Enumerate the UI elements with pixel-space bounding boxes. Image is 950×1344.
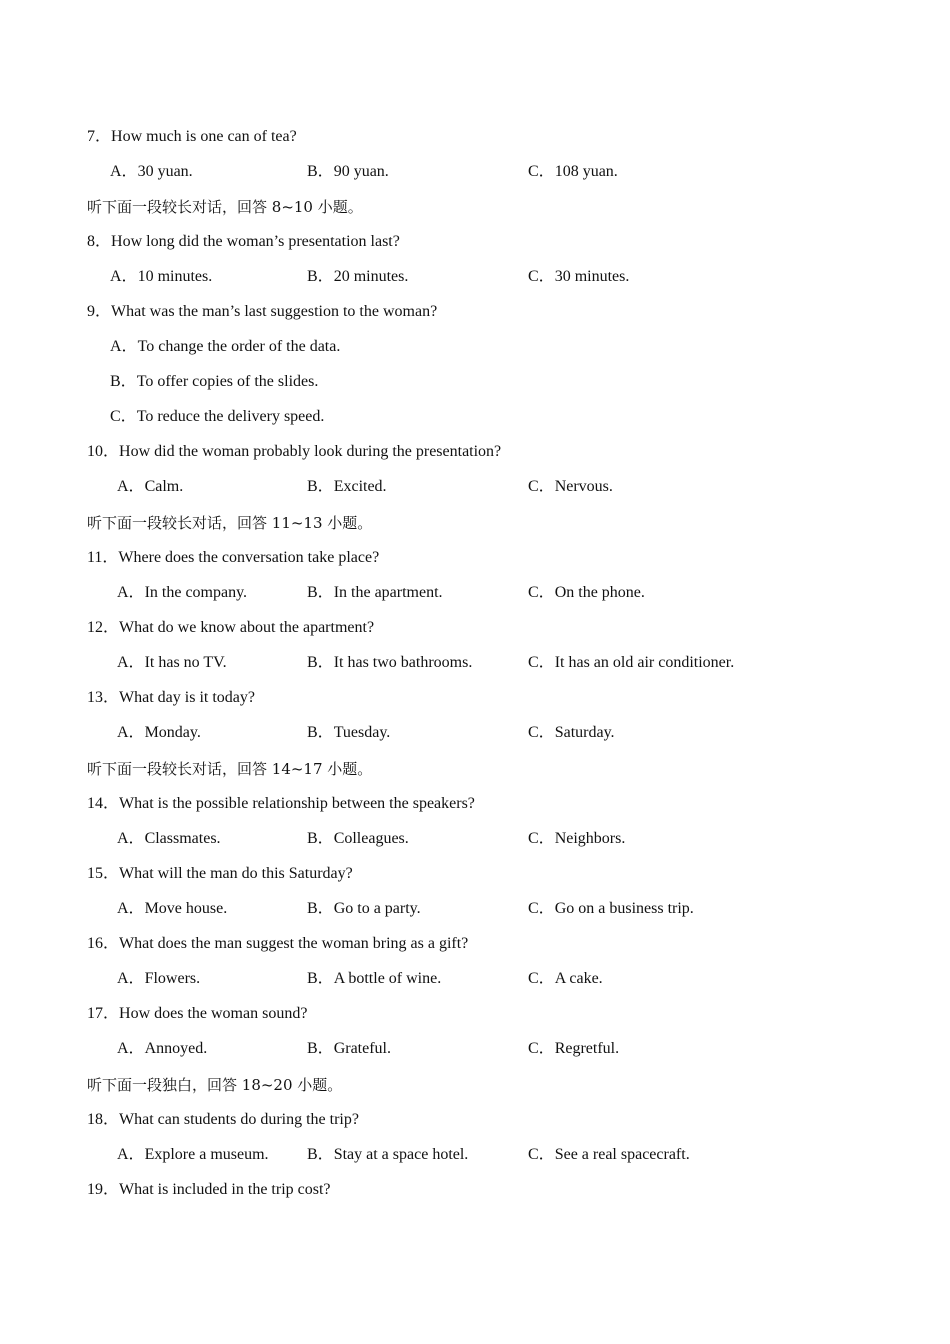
option-letter: A． [117, 584, 145, 601]
option-letter: B． [307, 268, 334, 285]
option-text: It has an old air conditioner. [554, 654, 735, 671]
q12-option-a[interactable] [117, 652, 227, 674]
q8-option-a[interactable] [110, 266, 212, 288]
q18-option-b[interactable] [307, 1144, 468, 1166]
option-letter: B． [307, 724, 334, 741]
q17-option-a[interactable] [117, 1038, 207, 1060]
q14-option-b[interactable] [307, 828, 409, 850]
q15-option-a[interactable] [117, 898, 227, 920]
question-number: 13． [87, 689, 120, 706]
option-text: In the apartment. [333, 584, 443, 601]
option-text: Regretful. [554, 1040, 620, 1057]
question-text: What is the possible relationship between the speakers? [119, 795, 475, 812]
option-text: Go on a business trip. [554, 900, 694, 917]
option-letter: B． [307, 970, 334, 987]
q17-option-b[interactable] [307, 1038, 391, 1060]
q11-option-c[interactable] [528, 582, 645, 604]
question-number: 14． [87, 795, 120, 812]
option-text: Excited. [333, 478, 387, 495]
option-text: It has two bathrooms. [333, 654, 473, 671]
question-number: 11． [87, 549, 119, 566]
option-letter: C． [528, 1146, 555, 1163]
option-letter: C． [528, 1040, 555, 1057]
option-text: Move house. [144, 900, 228, 917]
question-text: How long did the woman’s presentation last? [111, 233, 400, 250]
option-letter: C． [528, 724, 555, 741]
question-text: What is included in the trip cost? [119, 1181, 331, 1198]
q16-option-a[interactable] [117, 968, 200, 990]
question-9 [87, 301, 437, 323]
q8-option-c[interactable] [528, 266, 629, 288]
q13-option-a[interactable] [117, 722, 201, 744]
option-text: Monday. [144, 724, 201, 741]
option-text: A bottle of wine. [333, 970, 442, 987]
q18-option-c[interactable] [528, 1144, 690, 1166]
q11-option-b[interactable] [307, 582, 443, 604]
q16-option-b[interactable] [307, 968, 441, 990]
option-letter: A． [117, 654, 145, 671]
option-letter: A． [117, 478, 145, 495]
q9-option-a[interactable] [110, 336, 340, 358]
q14-option-c[interactable] [528, 828, 625, 850]
question-text: What was the man’s last suggestion to the woman? [111, 303, 438, 320]
question-7 [87, 126, 297, 148]
question-number: 10． [87, 443, 120, 460]
option-letter: A． [110, 338, 138, 355]
section-instruction-8-10: 听下面一段较长对话，回答 8~10 小题。 [87, 198, 363, 216]
q9-option-c[interactable] [110, 406, 324, 428]
option-text: 30 minutes. [554, 268, 630, 285]
option-letter: B． [110, 373, 137, 390]
question-number: 19． [87, 1181, 120, 1198]
option-text: 30 yuan. [137, 163, 193, 180]
q7-option-c[interactable] [528, 161, 618, 183]
q16-option-c[interactable] [528, 968, 603, 990]
option-text: Nervous. [554, 478, 613, 495]
option-letter: C． [110, 408, 137, 425]
option-letter: A． [117, 900, 145, 917]
question-text: What does the man suggest the woman bring as a gift? [119, 935, 469, 952]
question-text: How does the woman sound? [119, 1005, 308, 1022]
option-text: Calm. [144, 478, 184, 495]
option-text: 10 minutes. [137, 268, 213, 285]
question-14 [87, 793, 475, 815]
question-number: 8． [87, 233, 112, 250]
option-text: To reduce the delivery speed. [136, 408, 325, 425]
q12-option-c[interactable] [528, 652, 734, 674]
question-12 [87, 617, 374, 639]
question-number: 15． [87, 865, 120, 882]
option-text: To change the order of the data. [137, 338, 341, 355]
option-text: Annoyed. [144, 1040, 208, 1057]
q14-option-a[interactable] [117, 828, 221, 850]
option-text: It has no TV. [144, 654, 227, 671]
q7-option-b[interactable] [307, 161, 389, 183]
option-letter: A． [117, 1146, 145, 1163]
question-number: 17． [87, 1005, 120, 1022]
question-number: 16． [87, 935, 120, 952]
option-letter: C． [528, 163, 555, 180]
option-text: 20 minutes. [333, 268, 409, 285]
option-letter: C． [528, 478, 555, 495]
option-letter: B． [307, 900, 334, 917]
option-text: On the phone. [554, 584, 645, 601]
question-text: Where does the conversation take place? [118, 549, 380, 566]
question-text: What day is it today? [119, 689, 255, 706]
question-16 [87, 933, 468, 955]
option-letter: B． [307, 830, 334, 847]
option-letter: C． [528, 900, 555, 917]
question-text: What do we know about the apartment? [119, 619, 375, 636]
q10-option-a[interactable] [117, 476, 183, 498]
section-instruction-11-13: 听下面一段较长对话，回答 11~13 小题。 [87, 514, 373, 532]
option-text: Tuesday. [333, 724, 391, 741]
q18-option-a[interactable] [117, 1144, 269, 1166]
option-text: Flowers. [144, 970, 201, 987]
option-letter: B． [307, 654, 334, 671]
option-letter: A． [110, 163, 138, 180]
question-19 [87, 1179, 331, 1201]
option-letter: C． [528, 830, 555, 847]
option-text: In the company. [144, 584, 248, 601]
option-text: Neighbors. [554, 830, 626, 847]
option-text: Classmates. [144, 830, 221, 847]
question-number: 18． [87, 1111, 120, 1128]
option-letter: C． [528, 584, 555, 601]
option-text: Stay at a space hotel. [333, 1146, 469, 1163]
q9-option-b[interactable] [110, 371, 318, 393]
option-text: Grateful. [333, 1040, 391, 1057]
option-text: Colleagues. [333, 830, 409, 847]
option-text: See a real spacecraft. [554, 1146, 690, 1163]
option-letter: C． [528, 268, 555, 285]
option-letter: A． [117, 1040, 145, 1057]
q15-option-b[interactable] [307, 898, 421, 920]
question-13 [87, 687, 255, 709]
q17-option-c[interactable] [528, 1038, 619, 1060]
option-letter: B． [307, 1040, 334, 1057]
q15-option-c[interactable] [528, 898, 694, 920]
question-10 [87, 441, 501, 463]
question-11 [87, 547, 379, 569]
option-text: 90 yuan. [333, 163, 389, 180]
option-text: 108 yuan. [554, 163, 618, 180]
question-8 [87, 231, 400, 253]
question-text: What can students do during the trip? [119, 1111, 359, 1128]
section-instruction-18-20: 听下面一段独白，回答 18~20 小题。 [87, 1076, 343, 1094]
section-instruction-14-17: 听下面一段较长对话，回答 14~17 小题。 [87, 760, 373, 778]
option-letter: B． [307, 478, 334, 495]
option-letter: C． [528, 970, 555, 987]
q10-option-b[interactable] [307, 476, 387, 498]
q8-option-b[interactable] [307, 266, 408, 288]
option-letter: A． [117, 724, 145, 741]
option-text: Saturday. [554, 724, 615, 741]
option-text: To offer copies of the slides. [136, 373, 319, 390]
option-text: A cake. [554, 970, 603, 987]
option-text: Go to a party. [333, 900, 421, 917]
question-18 [87, 1109, 359, 1131]
question-text: How much is one can of tea? [111, 128, 297, 145]
question-number: 12． [87, 619, 120, 636]
question-17 [87, 1003, 307, 1025]
option-letter: A． [117, 970, 145, 987]
option-letter: B． [307, 163, 334, 180]
q13-option-b[interactable] [307, 722, 390, 744]
option-letter: B． [307, 1146, 334, 1163]
q13-option-c[interactable] [528, 722, 615, 744]
q12-option-b[interactable] [307, 652, 472, 674]
option-letter: B． [307, 584, 334, 601]
q7-option-a[interactable] [110, 161, 193, 183]
question-text: How did the woman probably look during the presentation? [119, 443, 502, 460]
q10-option-c[interactable] [528, 476, 613, 498]
question-number: 7． [87, 128, 112, 145]
option-text: Explore a museum. [144, 1146, 269, 1163]
option-letter: A． [117, 830, 145, 847]
question-15 [87, 863, 353, 885]
option-letter: A． [110, 268, 138, 285]
option-letter: C． [528, 654, 555, 671]
question-number: 9． [87, 303, 112, 320]
question-text: What will the man do this Saturday? [119, 865, 353, 882]
q11-option-a[interactable] [117, 582, 247, 604]
